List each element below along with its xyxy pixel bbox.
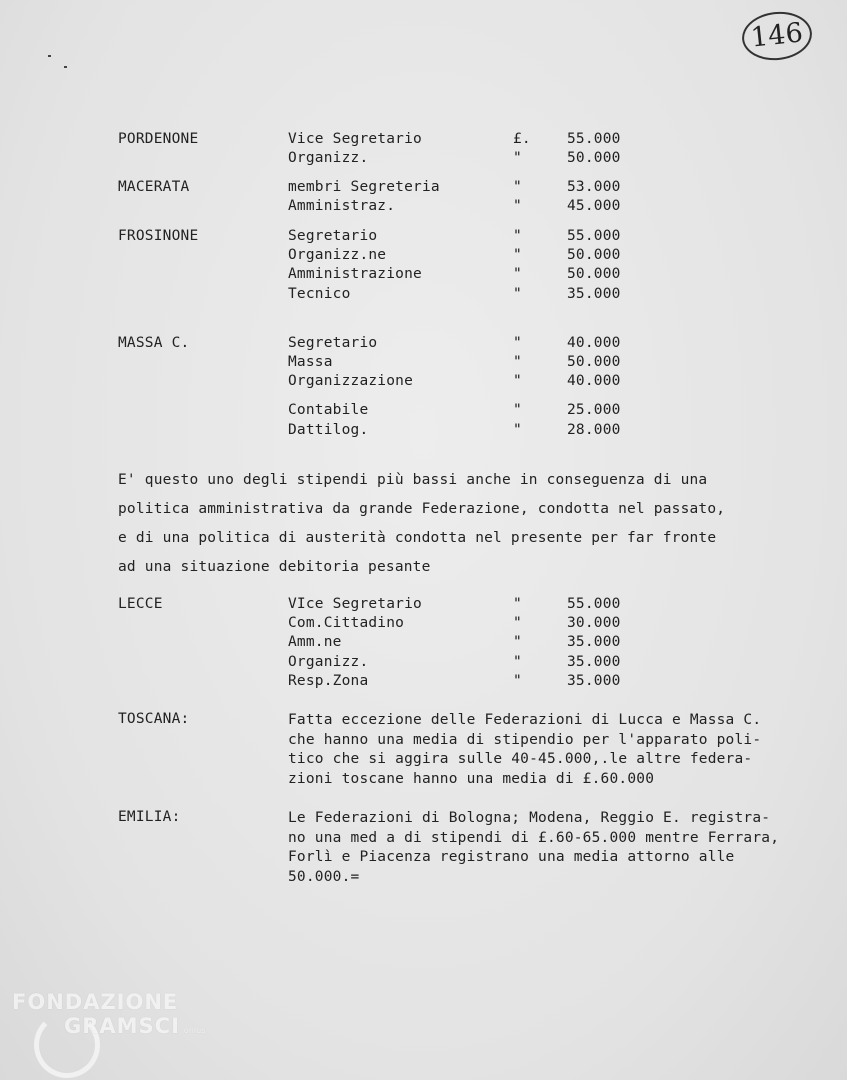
watermark-logo <box>12 990 205 1043</box>
region-label: EMILIA: <box>118 809 181 825</box>
paragraph-line: E' questo uno degli stipendi più bassi anche in conseguenza di una <box>118 472 708 488</box>
role-label: membri Segreteria <box>288 179 440 195</box>
amount-value: 35.000 <box>567 654 621 670</box>
role-label: Contabile <box>288 402 369 418</box>
body-paragraph <box>118 466 808 582</box>
city-label: MASSA C. <box>118 335 190 351</box>
amount-value: 35.000 <box>567 634 621 650</box>
city-label: MACERATA <box>118 179 190 195</box>
paragraph-line: e di una politica di austerità condotta nel presente per far fronte <box>118 530 717 546</box>
note-line: no una med a di stipendi di £.60-65.000 mentre Ferrara, <box>288 829 780 846</box>
ditto-mark: " <box>513 615 522 631</box>
page-number: 146 <box>740 8 815 63</box>
amount-value: 35.000 <box>567 286 621 302</box>
region-note <box>288 809 779 887</box>
ditto-mark: " <box>513 354 522 370</box>
amount-value: 45.000 <box>567 198 621 214</box>
amount-value: 35.000 <box>567 673 621 689</box>
watermark-line: GRAMSCI onlus <box>64 1014 206 1038</box>
stray-mark <box>64 66 67 68</box>
role-label: Segretario <box>288 335 378 351</box>
amount-value: 30.000 <box>567 615 621 631</box>
amount-value: 40.000 <box>567 335 621 351</box>
note-line: tico che si aggira sulle 40-45.000,.le altre federa- <box>288 751 753 767</box>
note-line: Forlì e Piacenza registrano una media attorno alle <box>288 849 735 865</box>
role-label: Vice Segretario <box>288 131 422 147</box>
city-label: PORDENONE <box>118 131 199 147</box>
role-label: Organizz. <box>288 654 369 670</box>
amount-value: 50.000 <box>567 266 621 282</box>
ditto-mark: " <box>513 373 522 389</box>
role-label: Segretario <box>288 228 378 244</box>
note-line: zioni toscane hanno una media di £.60.000 <box>288 770 655 787</box>
note-line: 50.000.= <box>288 868 360 885</box>
note-line: Le Federazioni di Bologna; Modena, Reggio E. registra- <box>288 810 771 826</box>
role-label: Amministrazione <box>288 266 422 282</box>
role-label: Dattilog. <box>288 422 369 438</box>
region-note <box>288 711 761 789</box>
amount-value: 55.000 <box>567 596 621 612</box>
ditto-mark: " <box>513 335 522 351</box>
watermark-line: FONDAZIONE <box>12 990 179 1014</box>
currency-mark: £. <box>513 131 531 147</box>
amount-value: 55.000 <box>567 228 621 244</box>
role-label: Tecnico <box>288 286 351 302</box>
paragraph-line: politica amministrativa da grande Federazione, condotta nel passato, <box>118 501 726 517</box>
role-label: VIce Segretario <box>288 596 422 612</box>
ditto-mark: " <box>513 673 522 689</box>
role-label: Organizz. <box>288 150 369 166</box>
ditto-mark: " <box>513 247 522 263</box>
role-label: Com.Cittadino <box>288 615 405 631</box>
ditto-mark: " <box>513 654 522 670</box>
ditto-mark: " <box>513 596 522 612</box>
city-label: LECCE <box>118 596 163 612</box>
role-label: Resp.Zona <box>288 673 369 689</box>
stray-mark <box>48 55 51 57</box>
role-label: Massa <box>288 354 333 370</box>
role-label: Organizz.ne <box>288 247 387 263</box>
note-line: che hanno una media di stipendio per l'apparato poli- <box>288 731 762 748</box>
ditto-mark: " <box>513 228 522 244</box>
ditto-mark: " <box>513 422 522 438</box>
role-label: Amministraz. <box>288 198 396 214</box>
note-line: Fatta eccezione delle Federazioni di Lucca e Massa C. <box>288 712 762 728</box>
amount-value: 50.000 <box>567 247 621 263</box>
amount-value: 50.000 <box>567 150 621 166</box>
role-label: Amm.ne <box>288 634 342 650</box>
amount-value: 50.000 <box>567 354 621 370</box>
ditto-mark: " <box>513 402 522 418</box>
paragraph-line: ad una situazione debitoria pesante <box>118 559 431 575</box>
ditto-mark: " <box>513 198 522 214</box>
amount-value: 55.000 <box>567 131 621 147</box>
amount-value: 28.000 <box>567 422 621 438</box>
role-label: Organizzazione <box>288 373 414 389</box>
ditto-mark: " <box>513 266 522 282</box>
city-label: FROSINONE <box>118 228 199 244</box>
amount-value: 40.000 <box>567 373 621 389</box>
amount-value: 25.000 <box>567 402 621 418</box>
ditto-mark: " <box>513 179 522 195</box>
amount-value: 53.000 <box>567 179 621 195</box>
region-label: TOSCANA: <box>118 711 190 727</box>
ditto-mark: " <box>513 150 522 166</box>
ditto-mark: " <box>513 286 522 302</box>
ditto-mark: " <box>513 634 522 650</box>
